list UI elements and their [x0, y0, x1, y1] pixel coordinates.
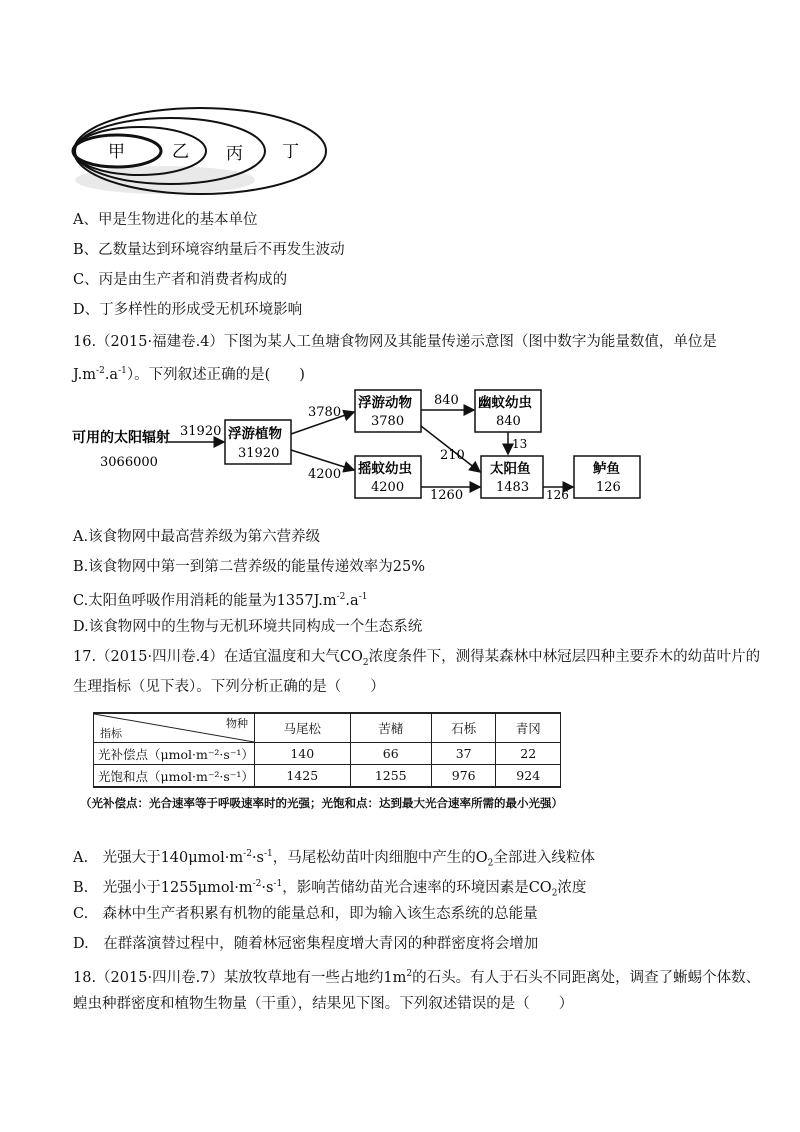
- corner-indicator-label: 指标: [100, 727, 122, 740]
- edge-phyto-mosq-value: 4200: [308, 467, 342, 482]
- edge-zoo-sunfish-value: 210: [440, 448, 465, 463]
- table-cell: 1255: [350, 765, 431, 788]
- node-bass-name: 鲈鱼: [593, 461, 620, 477]
- table-corner-cell: [94, 713, 255, 743]
- species-header: 青冈: [496, 713, 561, 743]
- edge-source-phyto-value: 31920: [180, 424, 222, 439]
- table-cell: 1425: [255, 765, 351, 788]
- q16-option-d: D.该食物网中的生物与无机环境共同构成一个生态系统: [73, 619, 423, 635]
- label-bing: 丙: [226, 144, 243, 164]
- node-bass-value: 126: [596, 480, 621, 495]
- nested-ellipse-diagram: [70, 100, 340, 200]
- q15-option-b: B、乙数量达到环境容纳量后不再发生波动: [73, 242, 345, 258]
- row-label: 光饱和点（μmol·m⁻²·s⁻¹）: [94, 765, 255, 788]
- table-row: [94, 743, 561, 765]
- q17-option-d: D. 在群落演替过程中，随着林冠密集程度增大青冈的种群密度将会增加: [73, 936, 539, 952]
- node-mosq-name: 摇蚊幼虫: [358, 461, 412, 477]
- edge-phyto-zoo-value: 3780: [308, 405, 342, 420]
- node-zoo-value: 3780: [371, 414, 405, 429]
- q16-option-c: C.太阳鱼呼吸作用消耗的能量为$1357J.m^{-2}.a^{-1}$: [73, 592, 368, 609]
- table-cell: 924: [496, 765, 561, 788]
- q15-option-d: D、丁多样性的形成受无机环境影响: [73, 302, 303, 318]
- corner-species-label: 物种: [226, 717, 248, 730]
- table-row: [94, 765, 561, 788]
- q16-option-a: A.该食物网中最高营养级为第六营养级: [73, 529, 321, 545]
- q17-stem-line2: 生理指标（见下表）。下列分析正确的是（ ）: [73, 679, 385, 695]
- node-sunfish-value: 1483: [496, 480, 530, 495]
- food-web-diagram: [68, 386, 650, 504]
- q16-option-b: B.该食物网中第一到第二营养级的能量传递效率为25%: [73, 559, 425, 575]
- q15-option-c: C、丙是由生产者和消费者构成的: [73, 272, 288, 288]
- edge-sunfish-bass-value: 126: [546, 488, 569, 502]
- species-header: 苦槠: [350, 713, 431, 743]
- node-sunfish-name: 太阳鱼: [490, 461, 531, 477]
- q17-stem-line1: 17.（2015·四川卷.4）在适宜温度和大气$CO_2$浓度条件下，测得某森林中林冠层四种主要乔木的幼苗叶片的: [73, 649, 761, 668]
- node-damsel-name: 幽蚊幼虫: [478, 395, 532, 411]
- edge-mosq-sunfish-value: 1260: [430, 488, 464, 503]
- source-value: 3066000: [100, 455, 158, 470]
- label-yi: 乙: [172, 142, 189, 162]
- q17-option-b: B. 光强小于$1255\mu mol\cdot m^{-2}\cdot s^{-1}$，影响苦储幼苗光合速率的环境因素是$CO_2$浓度: [73, 879, 587, 899]
- node-mosq-value: 4200: [371, 480, 405, 495]
- q18-stem-line2: 蝗虫种群密度和植物生物量（干重），结果见下图。下列叙述错误的是（ ）: [73, 996, 574, 1012]
- source-label: 可用的太阳辐射: [72, 430, 170, 446]
- edge-zoo-damsel-value: 840: [434, 393, 459, 408]
- q16-stem-line2: $J.m^{-2}.a^{-1}$）。下列叙述正确的是( ): [73, 366, 305, 383]
- table-cell: 976: [431, 765, 496, 788]
- table-cell: 140: [255, 743, 351, 765]
- species-header: 石栎: [431, 713, 496, 743]
- node-phyto-name: 浮游植物: [228, 426, 282, 442]
- label-jia: 甲: [108, 142, 125, 162]
- label-ding: 丁: [282, 142, 299, 162]
- edge-damsel-sunfish-value: 13: [512, 437, 528, 451]
- q16-stem-line1: 16.（2015·福建卷.4）下图为某人工鱼塘食物网及其能量传递示意图（图中数字为能量数值，单位是: [73, 334, 717, 350]
- node-damsel-value: 840: [496, 414, 521, 429]
- table-note: （光补偿点：光合速率等于呼吸速率时的光强；光饱和点：达到最大光合速率所需的最小光强）: [80, 796, 563, 810]
- node-phyto-value: 31920: [238, 446, 280, 461]
- q15-option-a: A、甲是生物进化的基本单位: [73, 212, 258, 228]
- q17-option-a: A. 光强大于$140\mu mol\cdot m^{-2}\cdot s^{-1}$，马尾松幼苗叶肉细胞中产生的$O_2$全部进入线粒体: [73, 849, 595, 869]
- species-header: 马尾松: [255, 713, 351, 743]
- table-cell: 66: [350, 743, 431, 765]
- q17-option-c: C. 森林中生产者积累有机物的能量总和，即为输入该生态系统的总能量: [73, 906, 538, 922]
- table-cell: 37: [431, 743, 496, 765]
- row-label: 光补偿点（μmol·m⁻²·s⁻¹）: [94, 743, 255, 765]
- node-zoo-name: 浮游动物: [358, 395, 412, 411]
- q18-stem-line1: 18.（2015·四川卷.7）某放牧草地有一些占地约$1m^2$的石头。有人于石头不同距离处，调查了蜥蜴个体数、: [73, 969, 761, 986]
- physiology-table: [93, 712, 561, 788]
- table-cell: 22: [496, 743, 561, 765]
